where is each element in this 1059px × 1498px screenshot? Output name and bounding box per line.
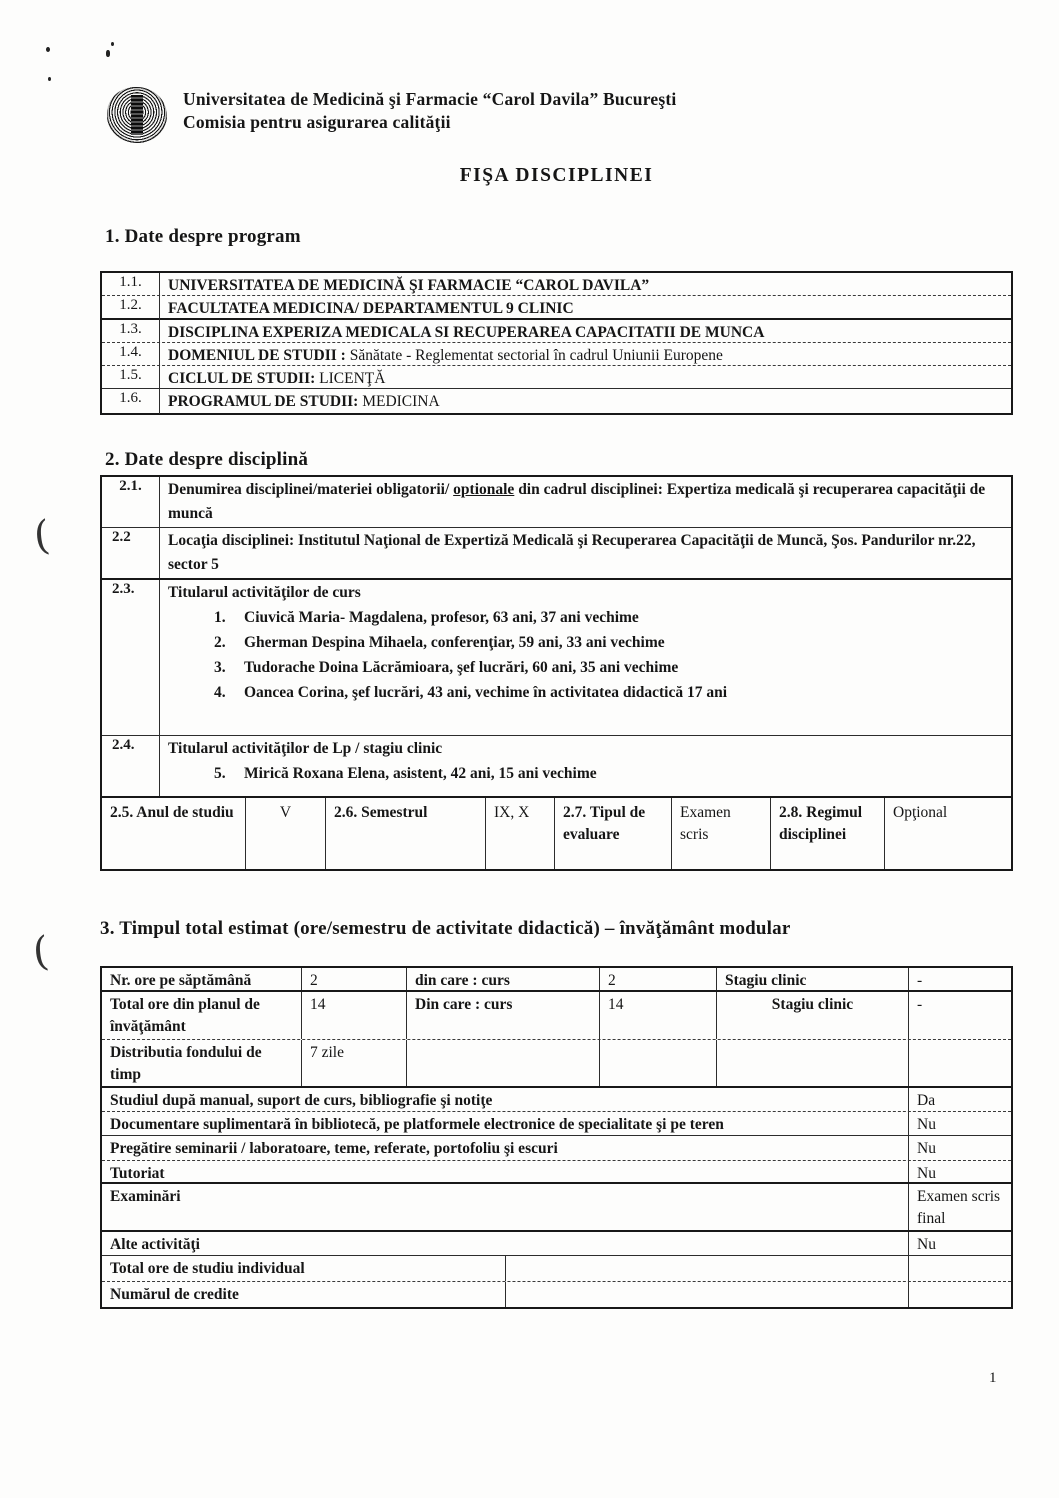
document-title: FIŞA DISCIPLINEI [459, 165, 654, 186]
study-manual-label: Studiul după manual, suport de curs, bibliografie şi notiţe [110, 1092, 493, 1109]
individual-study-mid [505, 1256, 908, 1281]
row-number: 1.2. [119, 297, 142, 314]
pen-mark: ( [31, 512, 52, 560]
course-holders-title: Titularul activităţilor de curs [168, 584, 361, 601]
table-row [102, 320, 1011, 343]
time-distribution-row [102, 1040, 1011, 1088]
table-row-2-4 [102, 736, 1011, 798]
list-item: 2. Gherman Despina Mihaela, conferenţiar, 59 ani, 33 ani vechime [214, 634, 665, 651]
lab-holders-title: Titularul activităţilor de Lp / stagiu clinic [168, 740, 443, 757]
table-row-2-5 [102, 798, 1011, 869]
empty-cell [716, 1040, 908, 1086]
empty-cell [599, 1040, 716, 1086]
time-table [100, 966, 1013, 1309]
section3-heading: 3. Timpul total estimat (ore/semestru de activitate didactică) – învăţământ modular [100, 918, 791, 939]
time-distribution-value: 7 zile [301, 1040, 406, 1086]
underlined-word: optionale [453, 481, 515, 498]
ink-speck [48, 77, 51, 81]
tutoring-row [102, 1161, 1011, 1184]
program-table [100, 271, 1013, 415]
row-content: Denumirea disciplinei/materiei obligatorii/ optionale din cadrul disciplinei: Expertiza medicală şi recuperarea capacităţii de muncă [159, 477, 1011, 527]
credits-mid [505, 1282, 908, 1307]
documentation-label: Documentare suplimentară în bibliotecă, pe platformele electronice de specialitate şi pe teren [110, 1116, 724, 1133]
row-number: 2.4. [112, 737, 135, 753]
examinations-row [102, 1184, 1011, 1232]
empty-cell [406, 1040, 599, 1086]
year-of-study-label: 2.5. Anul de studiu [110, 804, 234, 821]
hours-per-week-value: 2 [301, 968, 406, 990]
evaluation-type-value: Examen scris [671, 798, 770, 869]
row-number: 1.1. [119, 274, 142, 290]
university-name: Universitatea de Medicină şi Farmacie “Carol Davila” Bucureşti [183, 89, 677, 109]
document-header [183, 88, 903, 134]
row-number: 2.3. [112, 581, 135, 597]
semester-label: 2.6. Semestrul [325, 798, 485, 869]
individual-study-label: Total ore de studiu individual [110, 1260, 305, 1277]
time-distribution-label: Distributia fondului de timp [110, 1044, 262, 1083]
of-which-course-label: Din care : curs [406, 992, 599, 1039]
clinical-stage-value: - [908, 992, 1015, 1039]
other-activities-label: Alte activităţi [110, 1236, 200, 1253]
study-manual-row [102, 1088, 1011, 1112]
list-item: 3. Tudorache Doina Lăcrămioara, şef lucrări, 60 ani, 35 ani vechime [214, 659, 679, 676]
list-item: 5. Mirică Roxana Elena, asistent, 42 ani, 15 ani vechime [214, 765, 597, 782]
table-row [102, 296, 1011, 319]
pen-mark: ( [30, 928, 51, 976]
row-number: 1.3. [119, 320, 142, 337]
table-row-2-2 [102, 528, 1011, 580]
of-which-course-value: 14 [599, 992, 716, 1039]
examinations-label: Examinări [110, 1188, 181, 1205]
credits-row [102, 1282, 1011, 1307]
of-which-course-label: din care : curs [406, 968, 599, 990]
semester-value: IX, X [485, 798, 554, 869]
list-item: 1. Ciuvică Maria- Magdalena, profesor, 63 ani, 37 ani vechime [214, 609, 639, 626]
empty-cell [908, 1040, 1015, 1086]
individual-study-value [908, 1256, 1015, 1281]
table-row-2-1 [102, 477, 1011, 528]
study-manual-value: Da [908, 1088, 1015, 1111]
documentation-row [102, 1112, 1011, 1136]
credits-label: Numărul de credite [110, 1286, 239, 1303]
row-content: Locaţia disciplinei: Institutul Naţional de Expertiză Medicală şi Recuperarea Capacităţii de Muncă, Şos. Pandurilor nr.22, sector 5 [159, 528, 1011, 578]
row-number: 2.2 [112, 529, 131, 545]
ink-speck [111, 42, 114, 46]
total-hours-label: Total ore din planul de învăţământ [110, 996, 260, 1035]
hours-per-week-label: Nr. ore pe săptămână [110, 972, 252, 989]
clinical-stage-value: - [908, 968, 1015, 990]
ink-speck [106, 50, 110, 57]
course-holders-list [168, 605, 1003, 705]
of-which-course-value: 2 [599, 968, 716, 990]
clinical-stage-label: Stagiu clinic [716, 992, 908, 1039]
clinical-stage-label: Stagiu clinic [716, 968, 908, 990]
row-number: 2.1. [119, 478, 142, 494]
table-row [102, 366, 1011, 389]
list-item: 4. Oancea Corina, şef lucrări, 43 ani, vechime în activitatea didactică 17 ani [214, 684, 728, 701]
row-content [159, 580, 1011, 735]
total-hours-row [102, 992, 1011, 1040]
individual-study-row [102, 1256, 1011, 1282]
discipline-table [100, 475, 1013, 871]
row-content: PROGRAMUL DE STUDII: MEDICINA [159, 389, 1011, 414]
table-row-2-3 [102, 580, 1011, 736]
row-content [159, 736, 1011, 796]
lab-holders-list [168, 761, 1003, 786]
row-content: DISCIPLINA EXPERIZA MEDICALA SI RECUPERAREA CAPACITATII DE MUNCA [159, 320, 1011, 345]
row-number: 1.5. [119, 367, 142, 384]
table-row [102, 343, 1011, 366]
ink-speck [46, 47, 50, 52]
year-of-study-value: V [245, 798, 325, 869]
seminar-prep-row [102, 1136, 1011, 1161]
row-content: UNIVERSITATEA DE MEDICINĂ ŞI FARMACIE “CAROL DAVILA” [159, 273, 1011, 298]
other-activities-value: Nu [908, 1232, 1015, 1255]
row-content: CICLUL DE STUDII: LICENŢĂ [159, 366, 1011, 391]
seminar-prep-label: Pregătire seminarii / laboratoare, teme, referate, portofoliu şi escuri [110, 1140, 558, 1157]
credits-value [908, 1282, 1015, 1307]
examinations-value: Examen scris final [908, 1184, 1015, 1230]
hours-per-week-row [102, 968, 1011, 992]
page-number: 1 [989, 1370, 997, 1386]
section1-heading: 1. Date despre program [105, 226, 301, 247]
committee-name: Comisia pentru asigurarea calităţii [183, 112, 451, 132]
row-content: FACULTATEA MEDICINA/ DEPARTAMENTUL 9 CLINIC [159, 296, 1011, 321]
total-hours-value: 14 [301, 992, 406, 1039]
table-row [102, 389, 1011, 412]
evaluation-type-label: 2.7. Tipul de evaluare [554, 798, 671, 869]
row-number: 1.4. [119, 343, 142, 360]
documentation-value: Nu [908, 1112, 1015, 1135]
seminar-prep-value: Nu [908, 1136, 1015, 1160]
tutoring-value: Nu [908, 1161, 1015, 1182]
other-activities-row [102, 1232, 1011, 1256]
row-number: 1.6. [119, 390, 142, 407]
row-content: DOMENIUL DE STUDII : Sănătate - Reglementat sectorial în cadrul Uniunii Europene [159, 343, 1011, 368]
discipline-regime-value: Opţional [884, 798, 1015, 869]
tutoring-label: Tutoriat [110, 1165, 165, 1182]
discipline-regime-label: 2.8. Regimul disciplinei [770, 798, 884, 869]
section2-heading: 2. Date despre disciplină [105, 449, 309, 470]
university-seal-logo [107, 87, 167, 143]
table-row [102, 273, 1011, 296]
